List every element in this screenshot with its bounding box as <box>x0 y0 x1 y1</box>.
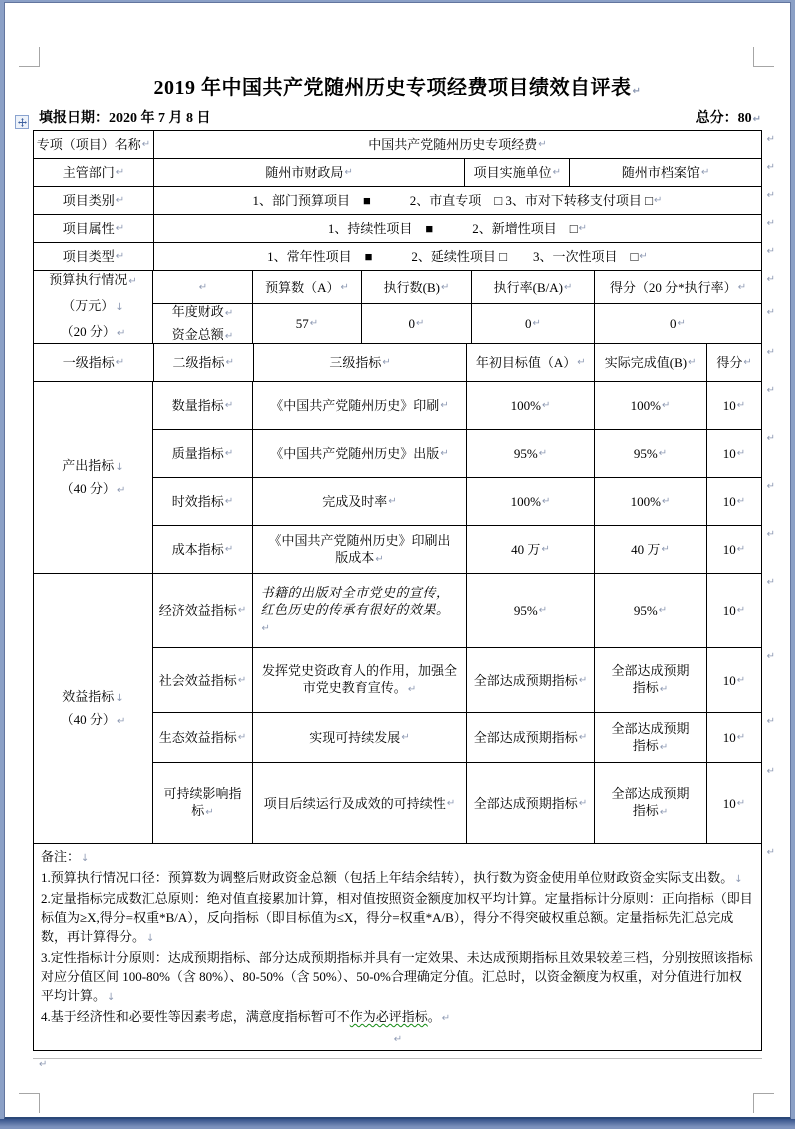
level1-header-cell: 一级指标 ↵ <box>34 344 154 382</box>
output-group-label-cell: 产出指标↓ （40 分）↵ <box>34 382 153 574</box>
fill-date: 填报日期：2020 年 7 月 8 日 <box>39 111 211 126</box>
paragraph-mark: ↵ <box>382 357 391 368</box>
dept-label-cell: 主管部门 ↵ <box>34 159 154 187</box>
paragraph-mark: ↵ <box>224 400 234 411</box>
paragraph-mark: ↵ <box>375 553 384 565</box>
move-arrows-icon <box>18 118 27 127</box>
score-cell[interactable]: 10 ↵ <box>707 574 762 648</box>
benefit-indicators-group <box>34 574 775 844</box>
paragraph-mark: ↵ <box>309 318 319 329</box>
paragraph-mark: ↵ <box>658 448 668 459</box>
paragraph-mark: ↵ <box>446 797 456 809</box>
budget-header-row <box>153 271 775 304</box>
attribute-label-cell: 项目属性 ↵ <box>34 215 154 243</box>
row-end-mark: ↵ <box>766 433 775 444</box>
level3-cell: 项目后续运行及成效的可持续性 ↵ <box>253 763 467 844</box>
margin-crop-bottom-right <box>753 1093 774 1113</box>
actual-cell[interactable]: 全部达成预期指标↵ <box>595 713 707 763</box>
table-row-departments <box>34 159 775 187</box>
paragraph-mark: ↵ <box>340 281 349 293</box>
note-1: 1.预算执行情况口径：预算数为调整后财政资金总额（包括上年结余结转），执行数为资金使用单位财政资金实际支出数。↓ <box>41 870 743 885</box>
row-end-mark: ↵ <box>766 529 775 540</box>
budget-row-label-cell: 年度财政↵ 资金总额↵ <box>153 304 253 344</box>
category-label-cell: 项目类别 ↵ <box>34 187 154 215</box>
paragraph-mark: ↵ <box>700 167 710 178</box>
indicator-row-economic <box>153 574 775 648</box>
level3-cell: 发挥党史资政育人的作用，加强全市党史教育宣传。↵ <box>253 648 467 713</box>
paragraph-mark: ↵ <box>128 276 137 287</box>
paragraph-mark: ↵ <box>407 684 417 695</box>
target-cell[interactable]: 95% ↵ <box>467 430 595 478</box>
paragraph-mark: ↵ <box>552 167 562 178</box>
notes-row <box>34 844 775 1051</box>
paragraph-mark: ↵ <box>115 195 125 206</box>
level2-cell: 社会效益指标 ↵ <box>153 648 253 713</box>
actual-header-cell: 实际完成值(B) ↵ <box>595 344 707 382</box>
paragraph-mark: ↵ <box>237 605 247 616</box>
score-cell[interactable]: 10 ↵ <box>707 526 762 574</box>
paragraph-mark: ↵ <box>736 605 746 616</box>
paragraph-mark: ↵ <box>677 318 686 329</box>
row-end-mark: ↵ <box>766 246 775 257</box>
budget-col-rate: 执行率(B/A) ↵ <box>472 271 595 304</box>
exec-value-cell[interactable]: 0 ↵ <box>362 304 472 344</box>
row-end-mark: ↵ <box>766 218 775 229</box>
paragraph-mark: ↵ <box>736 448 746 459</box>
total-score: 总分：80↵ <box>695 111 761 126</box>
budget-label-line3: （20 分）↵ <box>60 324 126 339</box>
note-4: 4.基于经济性和必要性等因素考虑，满意度指标暂可不作为必评指标。↵ <box>41 1009 451 1024</box>
row-end-mark: ↵ <box>766 651 775 662</box>
document-title-text: 2019 年中国共产党随州历史专项经费项目绩效自评表 <box>153 77 632 99</box>
paragraph-mark: ↵ <box>416 318 425 329</box>
paragraph-mark: ↵ <box>737 281 747 293</box>
level3-cell: 《中国共产党随州历史》印刷 ↵ <box>253 382 467 430</box>
indicator-row-sustainability <box>153 763 775 844</box>
spellcheck-underline-text: 作为必评指标 <box>349 1009 428 1024</box>
notes-title: 备注：↓ <box>41 849 90 864</box>
paragraph-mark: ↵ <box>541 400 551 411</box>
impl-value-cell[interactable]: 随州市档案馆 ↵ <box>570 159 762 187</box>
level2-cell: 时效指标 ↵ <box>153 478 253 526</box>
paragraph-mark: ↵ <box>388 496 397 507</box>
indicator-row-cost <box>153 526 775 574</box>
paragraph-mark: ↵ <box>532 318 541 329</box>
paragraph-mark: ↵ <box>538 139 547 150</box>
level2-cell: 可持续影响指标↵ <box>153 763 253 844</box>
page-bottom-edge <box>0 1119 795 1129</box>
note-3: 3.定性指标计分原则：达成预期指标、部分达成预期指标并具有一定效果、未达成预期指标且效果较差三档，分别按照该指标对应分值区间 100-80%（含 80%）、80-50%（含 50%）、50-0%合理确定分值。汇总时，以资金额度为权重，对分值进行加权平均计算。↓ <box>41 950 753 1003</box>
target-cell[interactable]: 100% ↵ <box>467 478 595 526</box>
project-name-value-cell[interactable]: 中国共产党随州历史专项经费 ↵ <box>154 131 762 159</box>
rate-value-cell[interactable]: 0 ↵ <box>472 304 595 344</box>
paragraph-mark: ↵ <box>578 674 588 686</box>
document-title <box>5 71 790 100</box>
level2-cell: 数量指标 ↵ <box>153 382 253 430</box>
indicator-row-ecological <box>153 713 775 763</box>
line-break-mark: ↓ <box>115 692 124 704</box>
actual-cell[interactable]: 95% ↵ <box>595 574 707 648</box>
table-move-handle[interactable] <box>15 115 29 129</box>
paragraph-mark: ↵ <box>198 281 208 293</box>
paragraph-mark: ↵ <box>661 496 671 507</box>
indicator-row-timeliness <box>153 478 775 526</box>
level2-header-cell: 二级指标 ↵ <box>154 344 254 382</box>
table-row-attribute <box>34 215 775 243</box>
score-cell[interactable]: 10 ↵ <box>707 382 762 430</box>
paragraph-mark: ↵ <box>632 86 642 97</box>
dept-value-cell[interactable]: 随州市财政局 ↵ <box>154 159 466 187</box>
paragraph-mark: ↵ <box>344 167 353 178</box>
margin-crop-top-right <box>753 47 774 67</box>
target-cell[interactable]: 全部达成预期指标 ↵ <box>467 648 595 713</box>
target-cell[interactable]: 100% ↵ <box>467 382 595 430</box>
table-row-type <box>34 243 775 271</box>
level3-header-cell: 三级指标 ↵ <box>254 344 468 382</box>
paragraph-mark: ↵ <box>736 400 746 411</box>
paragraph-mark: ↵ <box>639 251 648 262</box>
score-cell[interactable]: 10 ↵ <box>707 478 762 526</box>
budget-empty-cell <box>153 271 253 304</box>
indicator-row-quality <box>153 430 775 478</box>
paragraph-mark: ↵ <box>541 544 550 555</box>
table-row-project-name <box>34 131 775 159</box>
score-value-cell[interactable]: 0 ↵ <box>595 304 762 344</box>
paragraph-mark: ↵ <box>661 544 670 555</box>
row-end-mark: ↵ <box>766 162 775 173</box>
paragraph-mark: ↵ <box>736 544 746 555</box>
type-label-cell: 项目类型 ↵ <box>34 243 154 271</box>
paragraph-mark: ↵ <box>659 741 669 753</box>
paragraph-mark: ↵ <box>736 496 746 507</box>
paragraph-mark: ↵ <box>659 684 669 695</box>
paragraph-mark: ↵ <box>116 328 126 339</box>
paragraph-mark: ↵ <box>115 167 125 178</box>
budget-values-row <box>153 304 775 344</box>
level2-cell: 生态效益指标 ↵ <box>153 713 253 763</box>
meta-line <box>39 107 761 127</box>
note-2: 2.定量指标完成数汇总原则：绝对值直接累加计算，相对值按照资金额度加权平均计算。定量指标计分原则：正向指标（即目标值为≥X,得分=权重*B/A），反向指标（即目标值为≤X，得分=权重*A/B），得分不得突破权重总额。定量指标先汇总完成数，再计算得分。↓ <box>41 891 753 944</box>
paragraph-mark: ↵ <box>115 223 125 234</box>
benefit-group-label-cell: 效益指标↓ （40 分）↵ <box>34 574 153 844</box>
level3-cell: 《中国共产党随州历史》印刷出版成本↵ <box>253 526 467 574</box>
actual-cell[interactable]: 全部达成预期指标↵ <box>595 648 707 713</box>
row-end-mark: ↵ <box>766 347 775 358</box>
budget-execution-group <box>34 271 775 344</box>
margin-crop-bottom-left <box>19 1093 40 1113</box>
target-cell[interactable]: 40 万 ↵ <box>467 526 595 574</box>
score-cell[interactable]: 10 ↵ <box>707 713 762 763</box>
paragraph-mark: ↵ <box>237 674 247 686</box>
empty-paragraph <box>41 1028 754 1049</box>
level3-cell: 实现可持续发展 ↵ <box>253 713 467 763</box>
paragraph-mark: ↵ <box>205 807 214 818</box>
paragraph-mark: ↵ <box>115 251 125 262</box>
paragraph-mark: ↵ <box>659 807 669 818</box>
row-end-mark: ↵ <box>766 307 775 318</box>
line-break-mark: ↓ <box>107 992 116 1003</box>
paragraph-mark: ↵ <box>116 484 126 496</box>
budget-group-label-cell <box>34 271 153 344</box>
paragraph-mark: ↵ <box>224 330 234 342</box>
row-end-mark: ↵ <box>766 716 775 727</box>
score-cell[interactable]: 10 ↵ <box>707 763 762 844</box>
paragraph-mark: ↵ <box>538 605 548 616</box>
target-cell[interactable]: 95% ↵ <box>467 574 595 648</box>
paragraph-mark: ↵ <box>563 281 573 293</box>
project-name-label-cell: 专项（项目）名称 ↵ <box>34 131 154 159</box>
paragraph-mark: ↵ <box>224 448 234 459</box>
paragraph-mark: ↵ <box>578 797 588 809</box>
paragraph-mark: ↵ <box>658 605 668 616</box>
paragraph-mark: ↵ <box>578 732 588 743</box>
level3-cell: 完成及时率 ↵ <box>253 478 467 526</box>
paragraph-mark: ↵ <box>736 674 746 686</box>
paragraph-mark: ↵ <box>654 195 663 206</box>
output-indicators-group <box>34 382 775 574</box>
paragraph-mark: ↵ <box>441 1013 451 1024</box>
level3-cell: 书籍的出版对全市党史的宣传，红色历史的传承有很好的效果。↵ <box>253 574 467 648</box>
table-row-category <box>34 187 775 215</box>
impl-label-cell: 项目实施单位 ↵ <box>465 159 570 187</box>
line-break-mark: ↓ <box>115 461 124 473</box>
level2-cell: 成本指标 ↵ <box>153 526 253 574</box>
budget-label-line1: 预算执行情况↵ <box>49 272 137 287</box>
paragraph-mark: ↵ <box>440 448 449 459</box>
actual-cell[interactable]: 95% ↵ <box>595 430 707 478</box>
paragraph-mark: ↵ <box>577 357 586 368</box>
actual-cell[interactable]: 100% ↵ <box>595 382 707 430</box>
line-break-mark: ↓ <box>734 874 743 885</box>
category-options-cell[interactable]: 1、部门预算项目 ■ 2、市直专项 □ 3、市对下转移支付项目 □ ↵ <box>154 187 762 215</box>
row-end-mark: ↵ <box>766 134 775 145</box>
type-options-cell[interactable]: 1、常年性项目 ■ 2、延续性项目 □ 3、一次性项目 □ ↵ <box>154 243 762 271</box>
budget-col-score: 得分（20 分*执行率） ↵ <box>595 271 762 304</box>
row-end-mark: ↵ <box>766 847 775 858</box>
row-end-mark: ↵ <box>766 766 775 777</box>
row-end-mark: ↵ <box>766 385 775 396</box>
budget-value-cell[interactable]: 57 ↵ <box>253 304 362 344</box>
indicator-row-quantity <box>153 382 775 430</box>
paragraph-mark: ↵ <box>538 448 548 459</box>
actual-cell[interactable]: 全部达成预期指标↵ <box>595 763 707 844</box>
paragraph-mark: ↵ <box>440 400 449 411</box>
paragraph-mark: ↵ <box>688 357 697 368</box>
level2-cell: 质量指标 ↵ <box>153 430 253 478</box>
after-table-paragraph-mark: ↵ <box>39 1059 48 1070</box>
notes-cell[interactable] <box>34 844 762 1051</box>
evaluation-table <box>33 130 775 1051</box>
target-cell[interactable]: 全部达成预期指标 ↵ <box>467 763 595 844</box>
indicator-header-row <box>34 344 775 382</box>
row-end-mark: ↵ <box>766 577 775 588</box>
paragraph-mark: ↵ <box>541 496 551 507</box>
level3-cell: 《中国共产党随州历史》出版 ↵ <box>253 430 467 478</box>
paragraph-mark: ↵ <box>743 357 752 368</box>
budget-label-line2: （万元）↓ <box>62 298 124 313</box>
score-cell[interactable]: 10 ↵ <box>707 648 762 713</box>
paragraph-mark: ↵ <box>393 1034 403 1045</box>
target-header-cell: 年初目标值（A） ↵ <box>467 344 595 382</box>
margin-crop-top-left <box>19 47 40 67</box>
paragraph-mark: ↵ <box>578 223 587 234</box>
paragraph-mark: ↵ <box>752 114 761 125</box>
paragraph-mark: ↵ <box>116 715 126 727</box>
budget-col-exec: 执行数(B) ↵ <box>362 271 472 304</box>
paragraph-mark: ↵ <box>224 496 234 507</box>
actual-cell[interactable]: 100% ↵ <box>595 478 707 526</box>
level2-cell: 经济效益指标 ↵ <box>153 574 253 648</box>
paragraph-mark: ↵ <box>141 139 151 150</box>
line-break-mark: ↓ <box>146 933 155 944</box>
budget-col-budget: 预算数（A） ↵ <box>253 271 362 304</box>
line-break-mark: ↓ <box>115 302 124 313</box>
score-cell[interactable]: 10 ↵ <box>707 430 762 478</box>
paragraph-mark: ↵ <box>736 732 746 743</box>
row-end-mark: ↵ <box>766 481 775 492</box>
attribute-options-cell[interactable]: 1、持续性项目 ■ 2、新增性项目 □ ↵ <box>154 215 762 243</box>
target-cell[interactable]: 全部达成预期指标 ↵ <box>467 713 595 763</box>
paragraph-mark: ↵ <box>401 732 410 743</box>
text-boundary-line <box>33 1058 762 1059</box>
row-end-mark: ↵ <box>766 274 775 285</box>
paragraph-mark: ↵ <box>115 357 125 368</box>
paragraph-mark: ↵ <box>661 400 671 411</box>
indicator-row-social <box>153 648 775 713</box>
paragraph-mark: ↵ <box>261 623 271 634</box>
paragraph-mark: ↵ <box>225 357 234 368</box>
actual-cell[interactable]: 40 万 ↵ <box>595 526 707 574</box>
paragraph-mark: ↵ <box>224 307 234 319</box>
score-header-cell: 得分 ↵ <box>707 344 762 382</box>
paragraph-mark: ↵ <box>736 797 746 809</box>
word-page <box>4 2 791 1119</box>
paragraph-mark: ↵ <box>237 732 247 743</box>
row-end-mark: ↵ <box>766 190 775 201</box>
paragraph-mark: ↵ <box>224 544 234 555</box>
paragraph-mark: ↵ <box>440 281 450 293</box>
line-break-mark: ↓ <box>81 853 90 864</box>
